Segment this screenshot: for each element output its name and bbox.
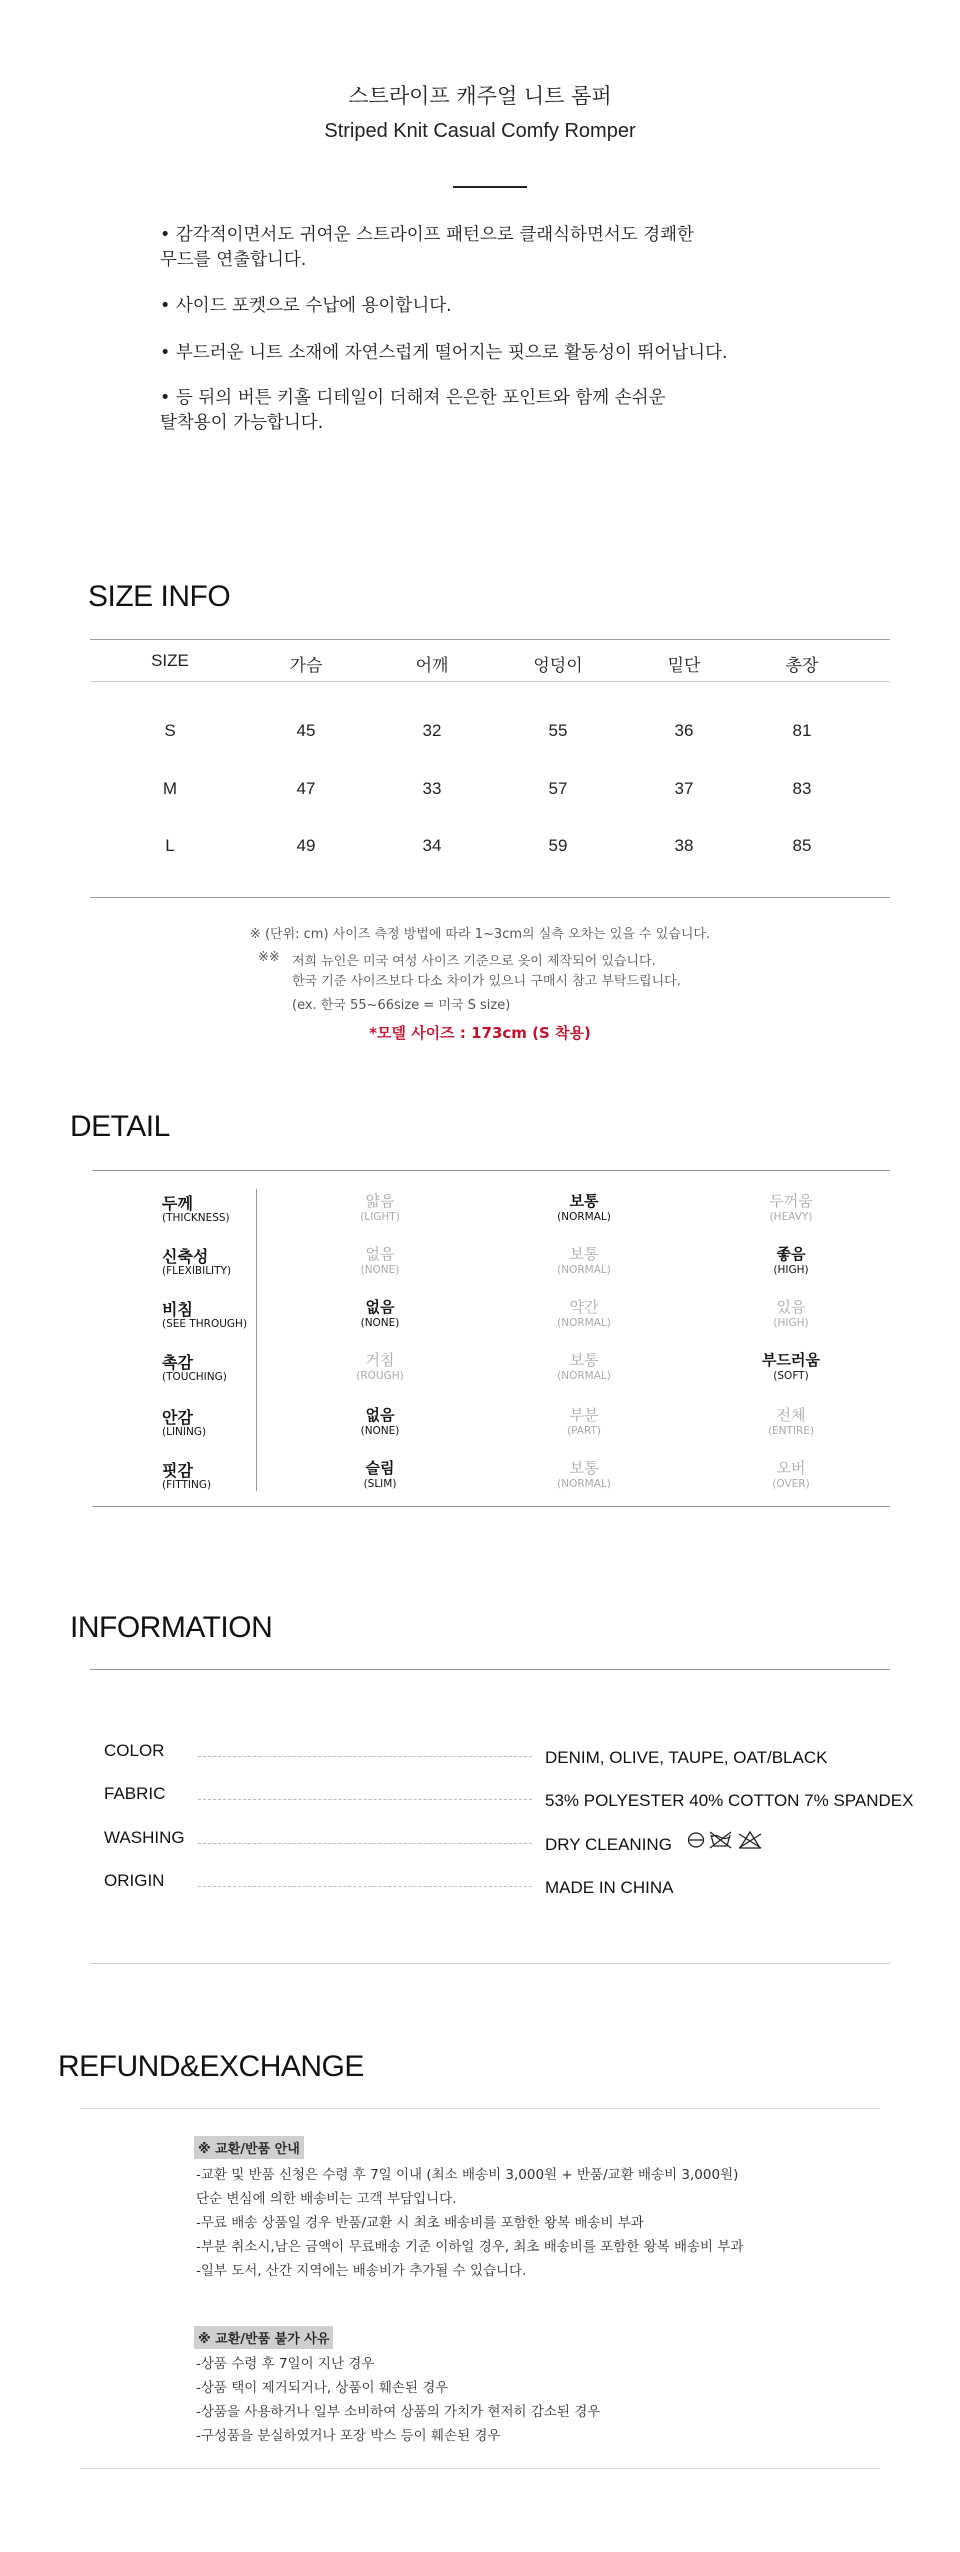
detail-option-label-en: (NORMAL) bbox=[557, 1478, 611, 1490]
info-label: COLOR bbox=[104, 1741, 165, 1760]
refund-line: -상품 수령 후 7일이 지난 경우 bbox=[196, 2356, 375, 2372]
detail-option-label-en: (NONE) bbox=[360, 1317, 400, 1329]
info-value: DRY CLEANING bbox=[545, 1835, 672, 1854]
size-cell: 55 bbox=[548, 721, 568, 740]
size-cell: 38 bbox=[674, 836, 694, 855]
detail-option-label: 없음 bbox=[365, 1406, 395, 1424]
description-point: • 부드러운 니트 소재에 자연스럽게 떨어지는 핏으로 활동성이 뛰어납니다. bbox=[160, 343, 728, 363]
size-column-header: 밑단 bbox=[667, 656, 701, 675]
refund-line: -상품 택이 제거되거나, 상품이 훼손된 경우 bbox=[196, 2380, 449, 2396]
detail-option-label-en: (SLIM) bbox=[363, 1478, 397, 1490]
size-cell: L bbox=[165, 836, 175, 855]
detail-heading: DETAIL bbox=[70, 1110, 170, 1143]
size-cell: 49 bbox=[296, 836, 316, 855]
detail-option-label-en: (NORMAL) bbox=[557, 1317, 611, 1329]
detail-option-label-en: (HIGH) bbox=[773, 1317, 809, 1329]
detail-option-label-en: (OVER) bbox=[772, 1478, 810, 1490]
detail-option-label: 부드러움 bbox=[762, 1351, 820, 1369]
detail-option bbox=[716, 1406, 866, 1438]
detail-option-label: 보통 bbox=[569, 1245, 599, 1263]
detail-option bbox=[305, 1192, 455, 1224]
size-note: 한국 기준 사이즈보다 다소 차이가 있으니 구매시 참고 부탁드립니다. bbox=[292, 974, 681, 989]
detail-option-label-en: (SOFT) bbox=[773, 1370, 809, 1382]
info-value: DENIM, OLIVE, TAUPE, OAT/BLACK bbox=[545, 1748, 828, 1767]
divider bbox=[90, 681, 890, 682]
size-cell: 37 bbox=[674, 779, 694, 798]
size-column-header: SIZE bbox=[151, 651, 189, 670]
detail-label-en: (SEE THROUGH) bbox=[162, 1318, 248, 1330]
size-note-mark: ※※ bbox=[258, 950, 280, 965]
description-point: • 사이드 포켓으로 수납에 용이합니다. bbox=[160, 296, 452, 316]
size-note: 저희 뉴인은 미국 여성 사이즈 기준으로 옷이 제작되어 있습니다. bbox=[292, 954, 656, 969]
description-point: • 등 뒤의 버튼 키홀 디테일이 더해져 은은한 포인트와 함께 손쉬운 탈착용이 가능합니다. bbox=[160, 388, 666, 433]
detail-option bbox=[509, 1298, 659, 1330]
dotted-leader bbox=[198, 1843, 532, 1844]
size-cell: 36 bbox=[674, 721, 694, 740]
detail-option bbox=[509, 1406, 659, 1438]
refund-line: -상품을 사용하거나 일부 소비하여 상품의 가치가 현저히 감소된 경우 bbox=[196, 2404, 601, 2420]
detail-option-label: 보통 bbox=[569, 1459, 599, 1477]
detail-option bbox=[716, 1192, 866, 1224]
size-column-header: 어깨 bbox=[415, 656, 449, 675]
detail-option-selected bbox=[305, 1459, 455, 1491]
detail-option-label: 약간 bbox=[569, 1298, 599, 1316]
detail-option-label-en: (HEAVY) bbox=[769, 1211, 813, 1223]
divider bbox=[90, 1669, 890, 1670]
divider bbox=[92, 1170, 890, 1171]
refund-line: -교환 및 반품 신청은 수령 후 7일 이내 (최소 배송비 3,000원 + 반품/교환 배송비 3,000원) bbox=[196, 2167, 739, 2183]
detail-option-label-en: (NORMAL) bbox=[557, 1264, 611, 1276]
size-cell: 33 bbox=[422, 779, 442, 798]
detail-option-label: 있음 bbox=[776, 1298, 806, 1316]
description-point: • 감각적이면서도 귀여운 스트라이프 패턴으로 클래식하면서도 경쾌한 무드를 연출합니다. bbox=[160, 225, 694, 270]
detail-label: 두께 bbox=[162, 1194, 193, 1213]
detail-option-label: 보통 bbox=[569, 1351, 599, 1369]
detail-option-selected bbox=[509, 1192, 659, 1224]
info-label: ORIGIN bbox=[104, 1871, 165, 1890]
size-cell: 34 bbox=[422, 836, 442, 855]
size-cell: 57 bbox=[548, 779, 568, 798]
detail-option-label-en: (NORMAL) bbox=[557, 1370, 611, 1382]
detail-label: 핏감 bbox=[162, 1461, 193, 1480]
refund-line: 단순 변심에 의한 배송비는 고객 부담입니다. bbox=[196, 2191, 457, 2207]
detail-option-label: 부분 bbox=[569, 1406, 599, 1424]
size-cell: 83 bbox=[792, 779, 812, 798]
detail-label-en: (FLEXIBILITY) bbox=[162, 1265, 232, 1277]
size-note: ※ (단위: cm) 사이즈 측정 방법에 따라 1~3cm의 실측 오차는 있을 수 있습니다. bbox=[249, 927, 711, 942]
product-title-korean: 스트라이프 캐주얼 니트 롬퍼 bbox=[348, 84, 612, 108]
detail-option-selected bbox=[305, 1298, 455, 1330]
detail-option-selected bbox=[305, 1406, 455, 1438]
refund-line: -구성품을 분실하였거나 포장 박스 등이 훼손된 경우 bbox=[196, 2428, 501, 2444]
size-cell: 45 bbox=[296, 721, 316, 740]
size-note: (ex. 한국 55~66size = 미국 S size) bbox=[292, 998, 511, 1013]
detail-option bbox=[305, 1245, 455, 1277]
detail-label: 촉감 bbox=[162, 1353, 193, 1372]
detail-option bbox=[716, 1298, 866, 1330]
detail-option-label: 보통 bbox=[569, 1192, 599, 1210]
refund-line: -부분 취소시,남은 금액이 무료배송 기준 이하일 경우, 최초 배송비를 포함한 왕복 배송비 부과 bbox=[196, 2239, 744, 2255]
detail-option-label: 거침 bbox=[365, 1351, 395, 1369]
detail-label: 비침 bbox=[162, 1300, 193, 1319]
detail-option-selected bbox=[716, 1351, 866, 1383]
refund-line: -일부 도서, 산간 지역에는 배송비가 추가될 수 있습니다. bbox=[196, 2263, 527, 2279]
info-value: MADE IN CHINA bbox=[545, 1878, 674, 1897]
divider bbox=[90, 897, 890, 898]
dotted-leader bbox=[198, 1799, 532, 1800]
dotted-leader bbox=[198, 1756, 532, 1757]
divider bbox=[90, 1963, 890, 1964]
no-iron-icon bbox=[689, 1833, 704, 1847]
refund-line: -무료 배송 상품일 경우 반품/교환 시 최초 배송비를 포함한 왕복 배송비 부과 bbox=[196, 2215, 644, 2231]
detail-label-en: (FITTING) bbox=[162, 1479, 212, 1491]
info-label: FABRIC bbox=[104, 1784, 166, 1803]
detail-option-label: 슬림 bbox=[365, 1459, 395, 1477]
size-cell: 32 bbox=[422, 721, 442, 740]
no-wash-icon bbox=[710, 1832, 731, 1848]
detail-option-label: 없음 bbox=[365, 1298, 395, 1316]
detail-option bbox=[716, 1459, 866, 1491]
detail-option-label-en: (LIGHT) bbox=[360, 1211, 400, 1223]
detail-label-en: (LINING) bbox=[162, 1426, 207, 1438]
detail-label: 안감 bbox=[162, 1408, 193, 1427]
detail-option-label: 전체 bbox=[776, 1406, 806, 1424]
detail-option-label: 오버 bbox=[776, 1459, 806, 1477]
size-column-header: 엉덩이 bbox=[533, 656, 583, 675]
divider bbox=[92, 1506, 890, 1507]
detail-option bbox=[509, 1459, 659, 1491]
information-heading: INFORMATION bbox=[70, 1611, 273, 1644]
size-cell: 47 bbox=[296, 779, 316, 798]
detail-option-label-en: (PART) bbox=[567, 1425, 601, 1437]
refund-restriction-tag: ※ 교환/반품 불가 사유 bbox=[194, 2326, 333, 2349]
detail-label-en: (TOUCHING) bbox=[162, 1371, 227, 1383]
detail-option-label-en: (ENTIRE) bbox=[767, 1425, 815, 1437]
detail-option-label-en: (ROUGH) bbox=[356, 1370, 404, 1382]
size-column-header: 총장 bbox=[785, 656, 819, 675]
size-column-header: 가슴 bbox=[289, 656, 323, 675]
detail-label: 신축성 bbox=[162, 1247, 209, 1266]
divider bbox=[80, 2108, 880, 2109]
detail-option-label-en: (NORMAL) bbox=[557, 1211, 611, 1223]
detail-option bbox=[509, 1351, 659, 1383]
washing-icons bbox=[687, 1829, 763, 1851]
detail-label-en: (THICKNESS) bbox=[162, 1212, 230, 1224]
detail-option bbox=[509, 1245, 659, 1277]
detail-option-label: 좋음 bbox=[776, 1245, 806, 1263]
detail-option-label-en: (NONE) bbox=[360, 1425, 400, 1437]
refund-guide-tag: ※ 교환/반품 안내 bbox=[194, 2136, 304, 2159]
detail-option-label: 없음 bbox=[365, 1245, 395, 1263]
detail-option-label-en: (NONE) bbox=[360, 1264, 400, 1276]
size-info-heading: SIZE INFO bbox=[88, 580, 231, 613]
model-size-note: *모델 사이즈 : 173cm (S 착용) bbox=[369, 1024, 591, 1042]
product-title-english: Striped Knit Casual Comfy Romper bbox=[324, 120, 636, 142]
refund-exchange-heading: REFUND&EXCHANGE bbox=[58, 2050, 364, 2083]
info-value: 53% POLYESTER 40% COTTON 7% SPANDEX bbox=[545, 1791, 914, 1810]
detail-option-label: 얇음 bbox=[365, 1192, 395, 1210]
info-label: WASHING bbox=[104, 1828, 185, 1847]
size-cell: 59 bbox=[548, 836, 568, 855]
dotted-leader bbox=[198, 1886, 532, 1887]
detail-option-label-en: (HIGH) bbox=[773, 1264, 809, 1276]
size-cell: M bbox=[162, 779, 178, 798]
no-bleach-icon bbox=[739, 1832, 761, 1848]
size-cell: 81 bbox=[792, 721, 812, 740]
divider bbox=[90, 639, 890, 640]
title-divider bbox=[453, 186, 527, 188]
detail-option bbox=[305, 1351, 455, 1383]
size-cell: S bbox=[164, 721, 176, 740]
detail-option-selected bbox=[716, 1245, 866, 1277]
detail-column-divider bbox=[256, 1189, 257, 1491]
divider bbox=[80, 2468, 880, 2469]
detail-option-label: 두꺼움 bbox=[769, 1192, 813, 1210]
size-cell: 85 bbox=[792, 836, 812, 855]
